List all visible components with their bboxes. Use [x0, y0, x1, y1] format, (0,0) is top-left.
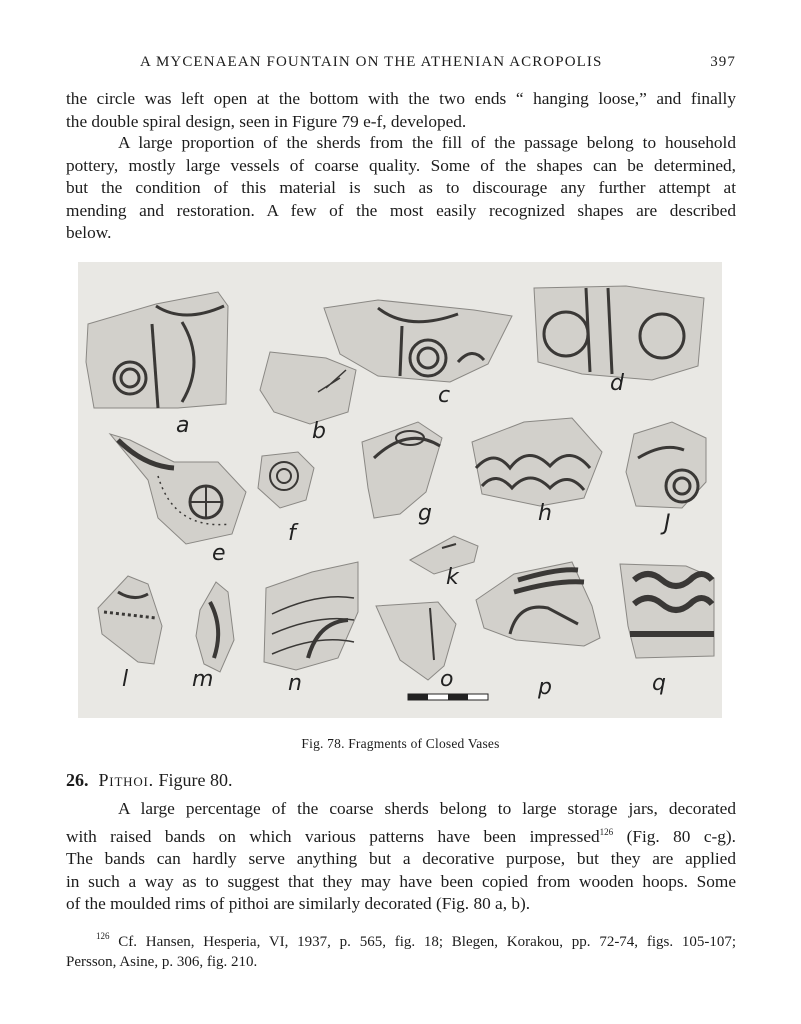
- text-line: The bands can hardly serve anything but a decorative purpose, but they are applied: [66, 849, 736, 868]
- footnote-marker: 126: [96, 931, 110, 941]
- figure-label-b: b: [312, 419, 326, 444]
- text-line: in such a way as to suggest that they may have been copied from wooden hoops. Some: [66, 871, 736, 891]
- text-line: A large proportion of the sherds from the fill of the passage belong to household: [118, 133, 736, 152]
- figure-label-a: a: [176, 413, 190, 438]
- figure-label-q: q: [652, 671, 666, 696]
- paragraph-household-pottery: [66, 132, 736, 245]
- figure-label-o: o: [440, 667, 454, 692]
- text-fragment: (Fig. 80 c-g).: [613, 826, 736, 846]
- text-line: pottery, mostly large vessels of coarse quality. Some of the shapes can be determined,: [66, 155, 736, 175]
- sherd-k: [410, 536, 478, 574]
- figure-78-photograph: [78, 262, 722, 718]
- footnote-ref-126[interactable]: 126: [599, 826, 614, 837]
- text-line: the circle was left open at the bottom with the two ends “ hanging loose,” and finally: [66, 89, 736, 108]
- page-number: 397: [710, 54, 736, 70]
- scale-bar: [408, 694, 488, 700]
- sherd-d: [534, 286, 704, 380]
- footnote-line: [66, 926, 736, 952]
- footnote-text: Cf. Hansen, Hesperia, VI, 1937, p. 565, fig. 18; Blegen, Korakou, pp. 72-74, figs. 105-107;: [118, 934, 736, 950]
- sherd-b: [260, 352, 356, 424]
- sherd-m: [196, 582, 234, 672]
- sherd-l: [98, 576, 162, 664]
- figure-label-m: m: [192, 667, 214, 692]
- figure-label-c: c: [438, 383, 451, 408]
- section-number: 26.: [66, 770, 89, 790]
- text-fragment: with raised bands on which various patterns have been impressed: [66, 826, 600, 846]
- footnote-126: [66, 926, 736, 972]
- text-line: mending and restoration. A few of the most easily recognized shapes are described: [66, 200, 736, 220]
- text-line: but the condition of this material is such as to discourage any further attempt at: [66, 178, 736, 197]
- text-line: A large percentage of the coarse sherds belong to large storage jars, decorated: [118, 799, 736, 818]
- figure-label-d: d: [610, 371, 624, 396]
- text-line: of the moulded rims of pithoi are similarly decorated (Fig. 80 a, b).: [66, 894, 531, 913]
- figure-label-p: p: [538, 675, 552, 700]
- text-line: [66, 821, 736, 849]
- figure-label-k: k: [446, 565, 459, 590]
- figure-caption: Fig. 78. Fragments of Closed Vases: [301, 736, 500, 751]
- text-line: the double spiral design, seen in Figure 79 e-f, developed.: [66, 111, 467, 131]
- sherd-f: [258, 452, 314, 508]
- section-heading: [66, 770, 233, 791]
- figure-label-h: h: [538, 501, 552, 526]
- section-figure-ref: Figure 80.: [158, 770, 233, 790]
- paragraph-pithoi: [66, 798, 736, 916]
- intro-paragraph: [66, 88, 736, 133]
- running-head: [66, 54, 736, 76]
- section-title: Pithoi.: [98, 770, 154, 790]
- figure-label-f: f: [288, 521, 296, 546]
- figure-label-e: e: [212, 541, 226, 566]
- figure-label-l: l: [122, 667, 129, 692]
- figure-label-n: n: [288, 671, 302, 696]
- figure-label-g: g: [418, 501, 432, 526]
- footnote-line: Persson, Asine, p. 306, fig. 210.: [66, 954, 258, 970]
- text-line: below.: [66, 223, 112, 242]
- sherd-photo-illustration: [78, 262, 722, 718]
- figure-label-j: J: [664, 511, 671, 536]
- running-head-title: A MYCENAEAN FOUNTAIN ON THE ATHENIAN ACROPOLIS: [140, 54, 603, 70]
